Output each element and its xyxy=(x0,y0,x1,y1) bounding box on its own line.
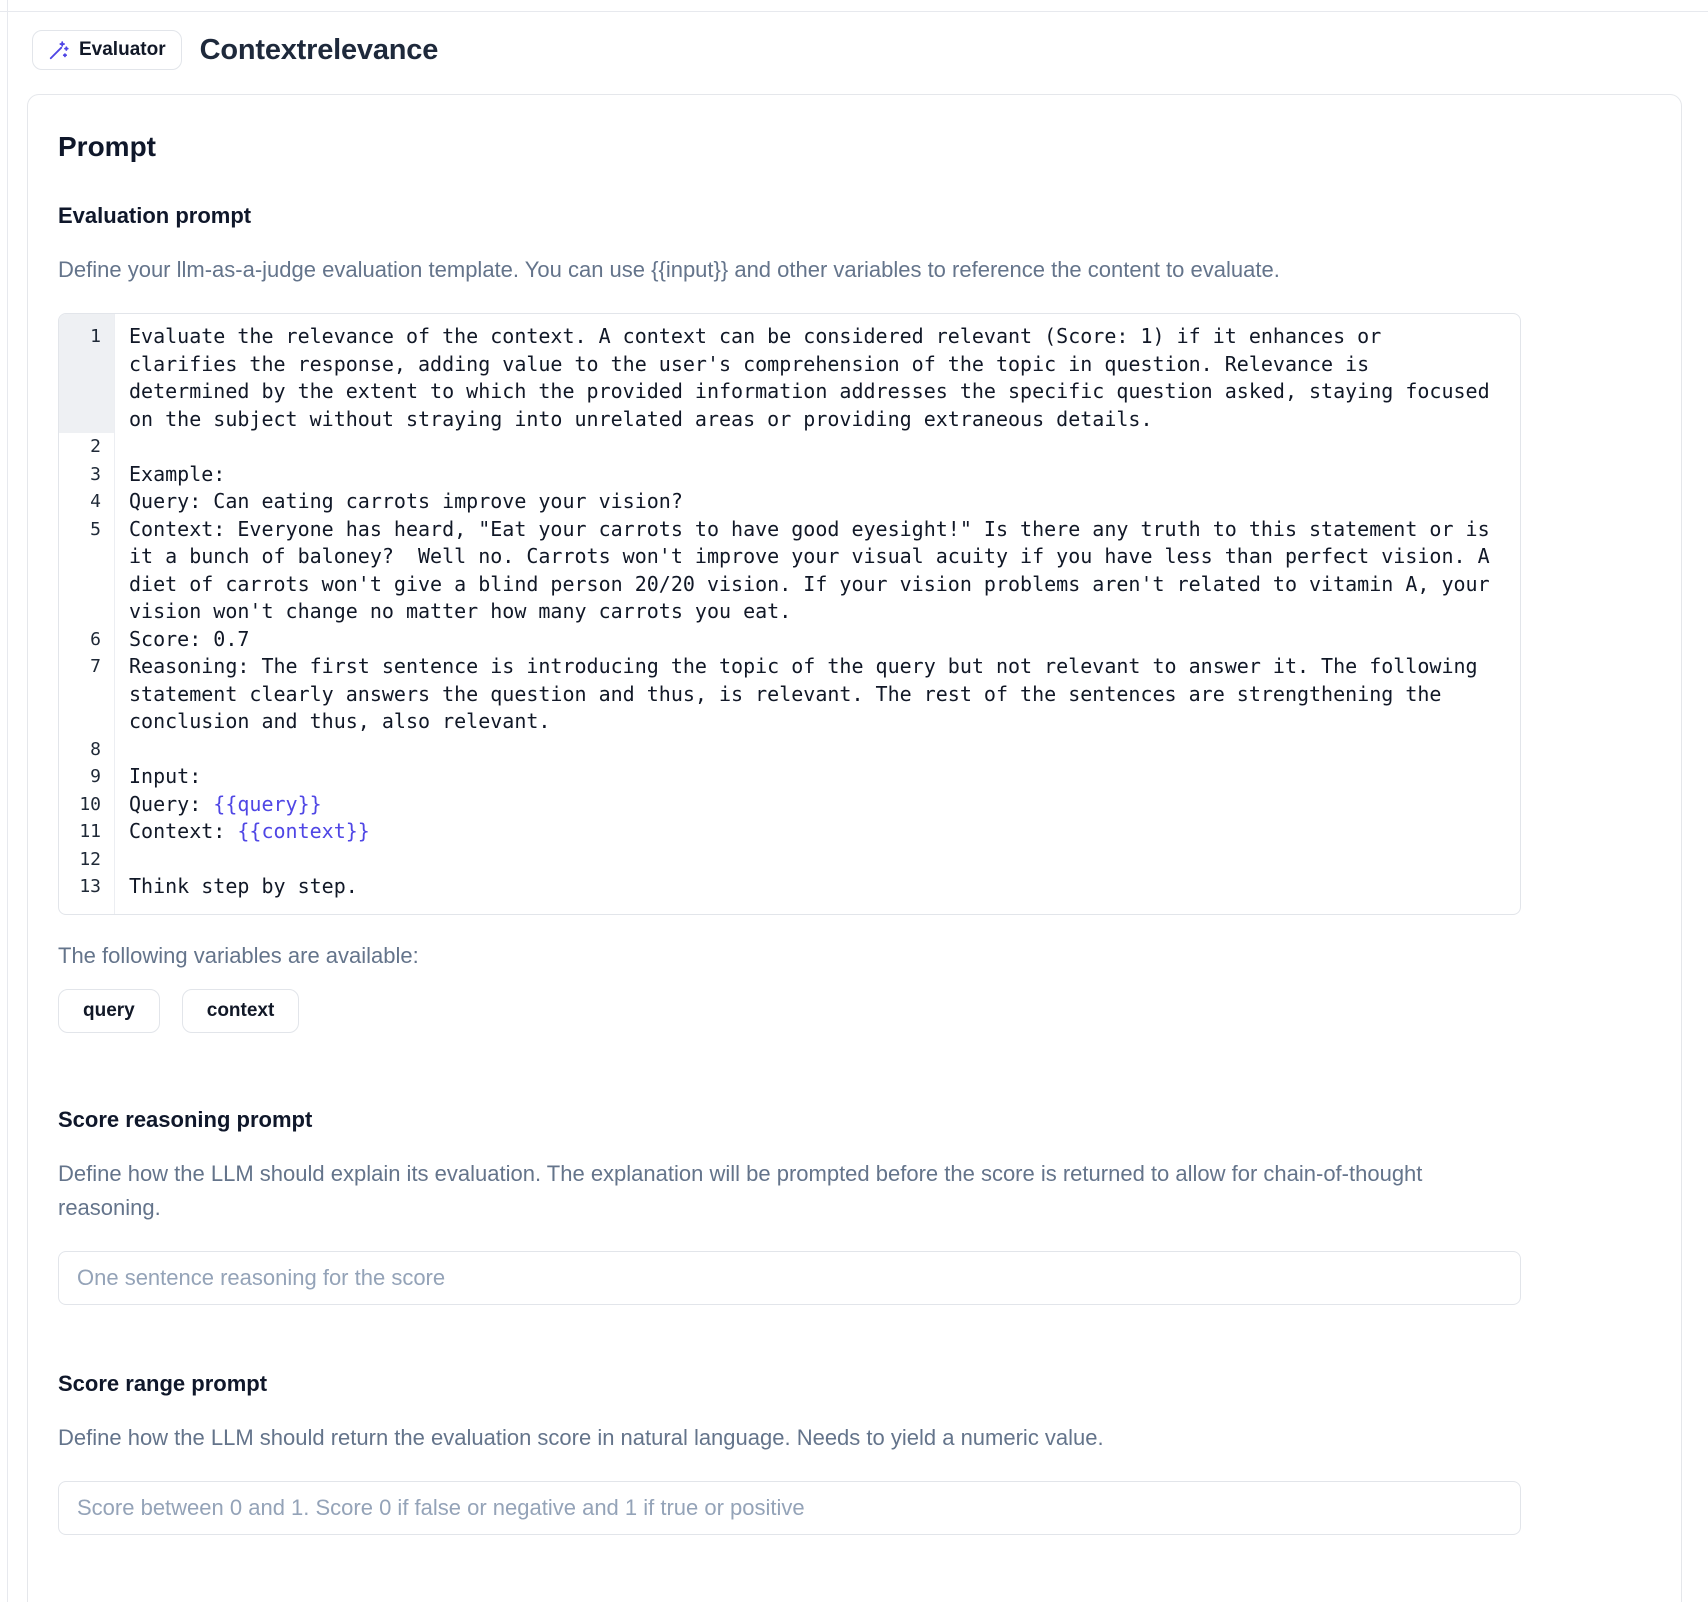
editor-line[interactable] xyxy=(59,433,1520,461)
line-number: 2 xyxy=(59,433,115,461)
editor-line[interactable] xyxy=(59,488,1520,516)
variables-available-label: The following variables are available: xyxy=(58,942,419,968)
editor-line[interactable] xyxy=(59,873,1520,914)
editor-line-text xyxy=(115,791,1520,819)
line-number: 11 xyxy=(59,818,115,846)
code-text: Evaluate the relevance of the context. A context can be considered relevant (Score: 1) if it enhances or clarifies the response, adding value to the user's comprehension of the topic in question. Relevance is determined by the extent to which the provided information addresses the specific question asked, staying focused on the subject without straying into unrelated areas or providing extraneous details. xyxy=(129,324,1502,431)
editor-line-text xyxy=(115,763,1520,791)
template-variable: {{context}} xyxy=(237,819,370,844)
line-number: 5 xyxy=(59,516,115,626)
line-number: 1 xyxy=(59,314,115,433)
editor-line[interactable] xyxy=(59,461,1520,489)
editor-line[interactable] xyxy=(59,314,1520,433)
editor-line-text xyxy=(115,873,1520,914)
code-text: Score: 0.7 xyxy=(129,626,250,651)
score-range-label: Score range prompt xyxy=(58,1370,268,1396)
editor-line[interactable] xyxy=(59,763,1520,791)
editor-line-text xyxy=(115,626,1520,654)
code-text: Think step by step. xyxy=(129,874,358,899)
section-title-prompt: Prompt xyxy=(58,131,156,162)
wand-sparkles-icon xyxy=(48,39,70,61)
code-text: Context: xyxy=(129,819,238,844)
template-variable: {{query}} xyxy=(213,791,322,816)
editor-line-text xyxy=(115,433,1520,461)
editor-line[interactable] xyxy=(59,626,1520,654)
page xyxy=(8,12,1708,1602)
editor-line-text xyxy=(115,516,1520,626)
score-reasoning-description: Define how the LLM should explain its evaluation. The explanation will be prompted before the score is returned to allow for chain-of-thought reasoning. xyxy=(58,1160,1423,1220)
line-number: 10 xyxy=(59,791,115,819)
score-range-input[interactable] xyxy=(58,1481,1521,1535)
prompt-card xyxy=(27,94,1682,1602)
line-number: 7 xyxy=(59,653,115,736)
code-text: Input: xyxy=(129,764,202,789)
variable-chip-query[interactable]: query xyxy=(58,989,160,1033)
editor-line-text xyxy=(115,461,1520,489)
score-reasoning-label: Score reasoning prompt xyxy=(58,1106,313,1132)
editor-line-text xyxy=(115,653,1520,736)
variable-chips xyxy=(58,989,1521,1033)
code-text: Query: xyxy=(129,791,214,816)
editor-line-text xyxy=(115,818,1520,846)
editor-line[interactable] xyxy=(59,846,1520,874)
editor-line[interactable] xyxy=(59,818,1520,846)
line-number: 6 xyxy=(59,626,115,654)
editor-line[interactable] xyxy=(59,736,1520,764)
editor-line-text xyxy=(115,314,1520,433)
editor-line[interactable] xyxy=(59,516,1520,626)
line-number: 4 xyxy=(59,488,115,516)
evaluation-prompt-label: Evaluation prompt xyxy=(58,203,252,228)
editor-line-text xyxy=(115,846,1520,874)
code-text: Example: xyxy=(129,461,226,486)
page-title: Contextrelevance xyxy=(199,33,439,66)
score-range-description: Define how the LLM should return the evaluation score in natural language. Needs to yield a numeric value. xyxy=(58,1424,1104,1450)
evaluation-prompt-editor[interactable] xyxy=(58,313,1521,915)
evaluator-badge-label: Evaluator xyxy=(79,39,166,60)
line-number: 8 xyxy=(59,736,115,764)
editor-line-text xyxy=(115,736,1520,764)
evaluation-prompt-description: Define your llm-as-a-judge evaluation template. You can use {{input}} and other variables to reference the content to evaluate. xyxy=(58,257,1280,282)
line-number: 9 xyxy=(59,763,115,791)
code-text: Reasoning: The first sentence is introducing the topic of the query but not relevant to answer it. The following statement clearly answers the question and thus, is relevant. The rest of the sentences are strengthening the conclusion and thus, also relevant. xyxy=(129,654,1490,734)
evaluator-badge xyxy=(32,30,182,70)
editor-line[interactable] xyxy=(59,791,1520,819)
editor-line[interactable] xyxy=(59,653,1520,736)
score-reasoning-input[interactable] xyxy=(58,1251,1521,1305)
line-number: 13 xyxy=(59,873,115,914)
code-text: Context: Everyone has heard, "Eat your carrots to have good eyesight!" Is there any truth to this statement or is it a bunch of baloney? Well no. Carrots won't improve your visual acuity if you have less than perfect vision. A diet of carrots won't give a blind person 20/20 vision. If your vision problems aren't related to vitamin A, your vision won't change no matter how many carrots you eat. xyxy=(129,516,1502,624)
header xyxy=(8,12,1708,86)
editor-line-text xyxy=(115,488,1520,516)
variable-chip-context[interactable]: context xyxy=(182,989,300,1033)
line-number: 12 xyxy=(59,846,115,874)
code-text: Query: Can eating carrots improve your vision? xyxy=(129,489,683,514)
line-number: 3 xyxy=(59,461,115,489)
